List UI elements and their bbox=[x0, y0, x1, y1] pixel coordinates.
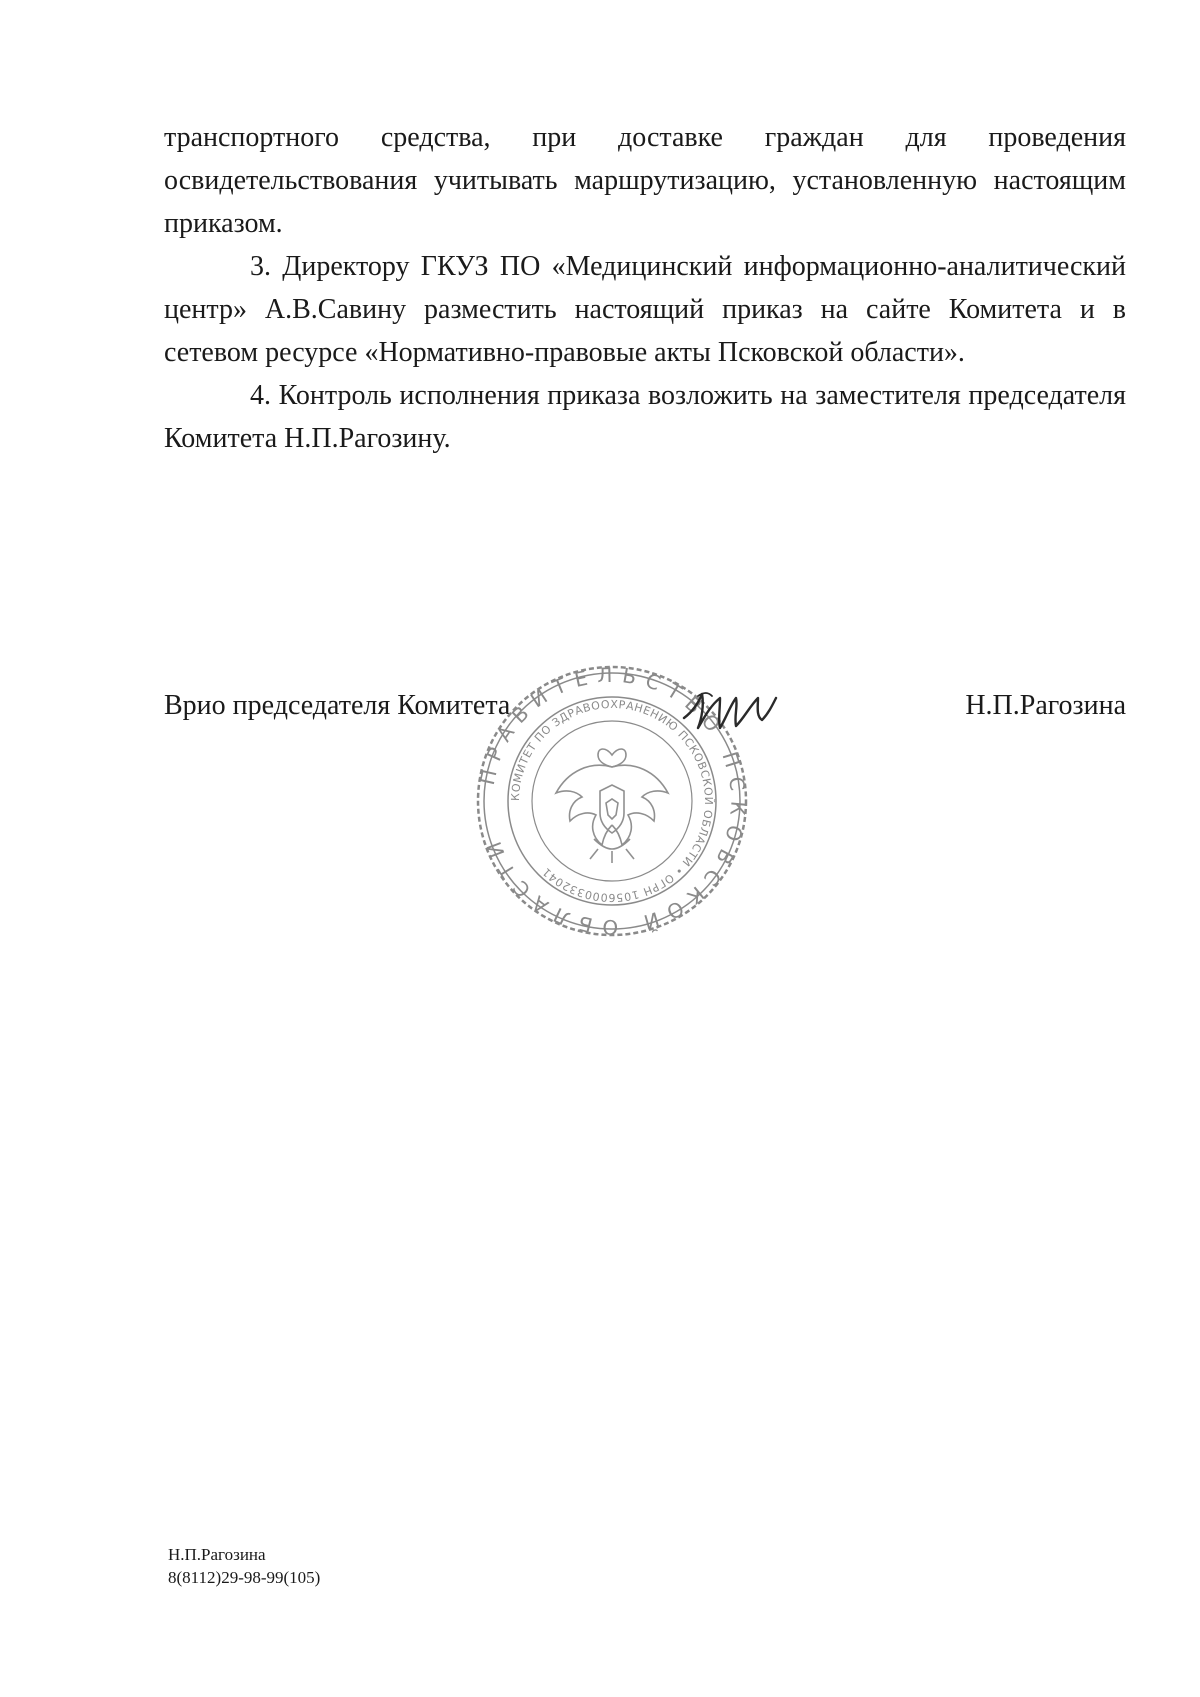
signatory-name: Н.П.Рагозина bbox=[965, 690, 1126, 721]
executor-name: Н.П.Рагозина bbox=[168, 1545, 266, 1564]
order-body bbox=[164, 116, 1126, 460]
paragraph-continuation: транспортного средства, при доставке граждан для проведения освидетельствования учитывать маршрутизацию, установленную настоящим приказом. bbox=[164, 122, 1126, 239]
handwritten-signature bbox=[680, 674, 790, 744]
paragraph-item-3: 3. Директору ГКУЗ ПО «Медицинский информационно-аналитический центр» А.В.Савину разместить настоящий приказ на сайте Комитета и в сетевом ресурсе «Нормативно-правовые акты Псковской области». bbox=[164, 251, 1126, 368]
executor-contact bbox=[168, 1543, 320, 1589]
paragraph-item-4: 4. Контроль исполнения приказа возложить на заместителя председателя Комитета Н.П.Рагозину. bbox=[164, 380, 1126, 454]
seal-inner-text: КОМИТЕТ ПО ЗДРАВООХРАНЕНИЮ ПСКОВСКОЙ ОБЛАСТИ • ОГРН 1056000332041 bbox=[508, 697, 716, 905]
coat-of-arms-emblem bbox=[556, 749, 668, 863]
signatory-position: Врио председателя Комитета bbox=[164, 690, 511, 721]
executor-phone: 8(8112)29-98-99(105) bbox=[168, 1568, 321, 1587]
seal-outer-text: ПРАВИТЕЛЬСТВО ПСКОВСКОЙ ОБЛАСТИ bbox=[474, 663, 750, 939]
